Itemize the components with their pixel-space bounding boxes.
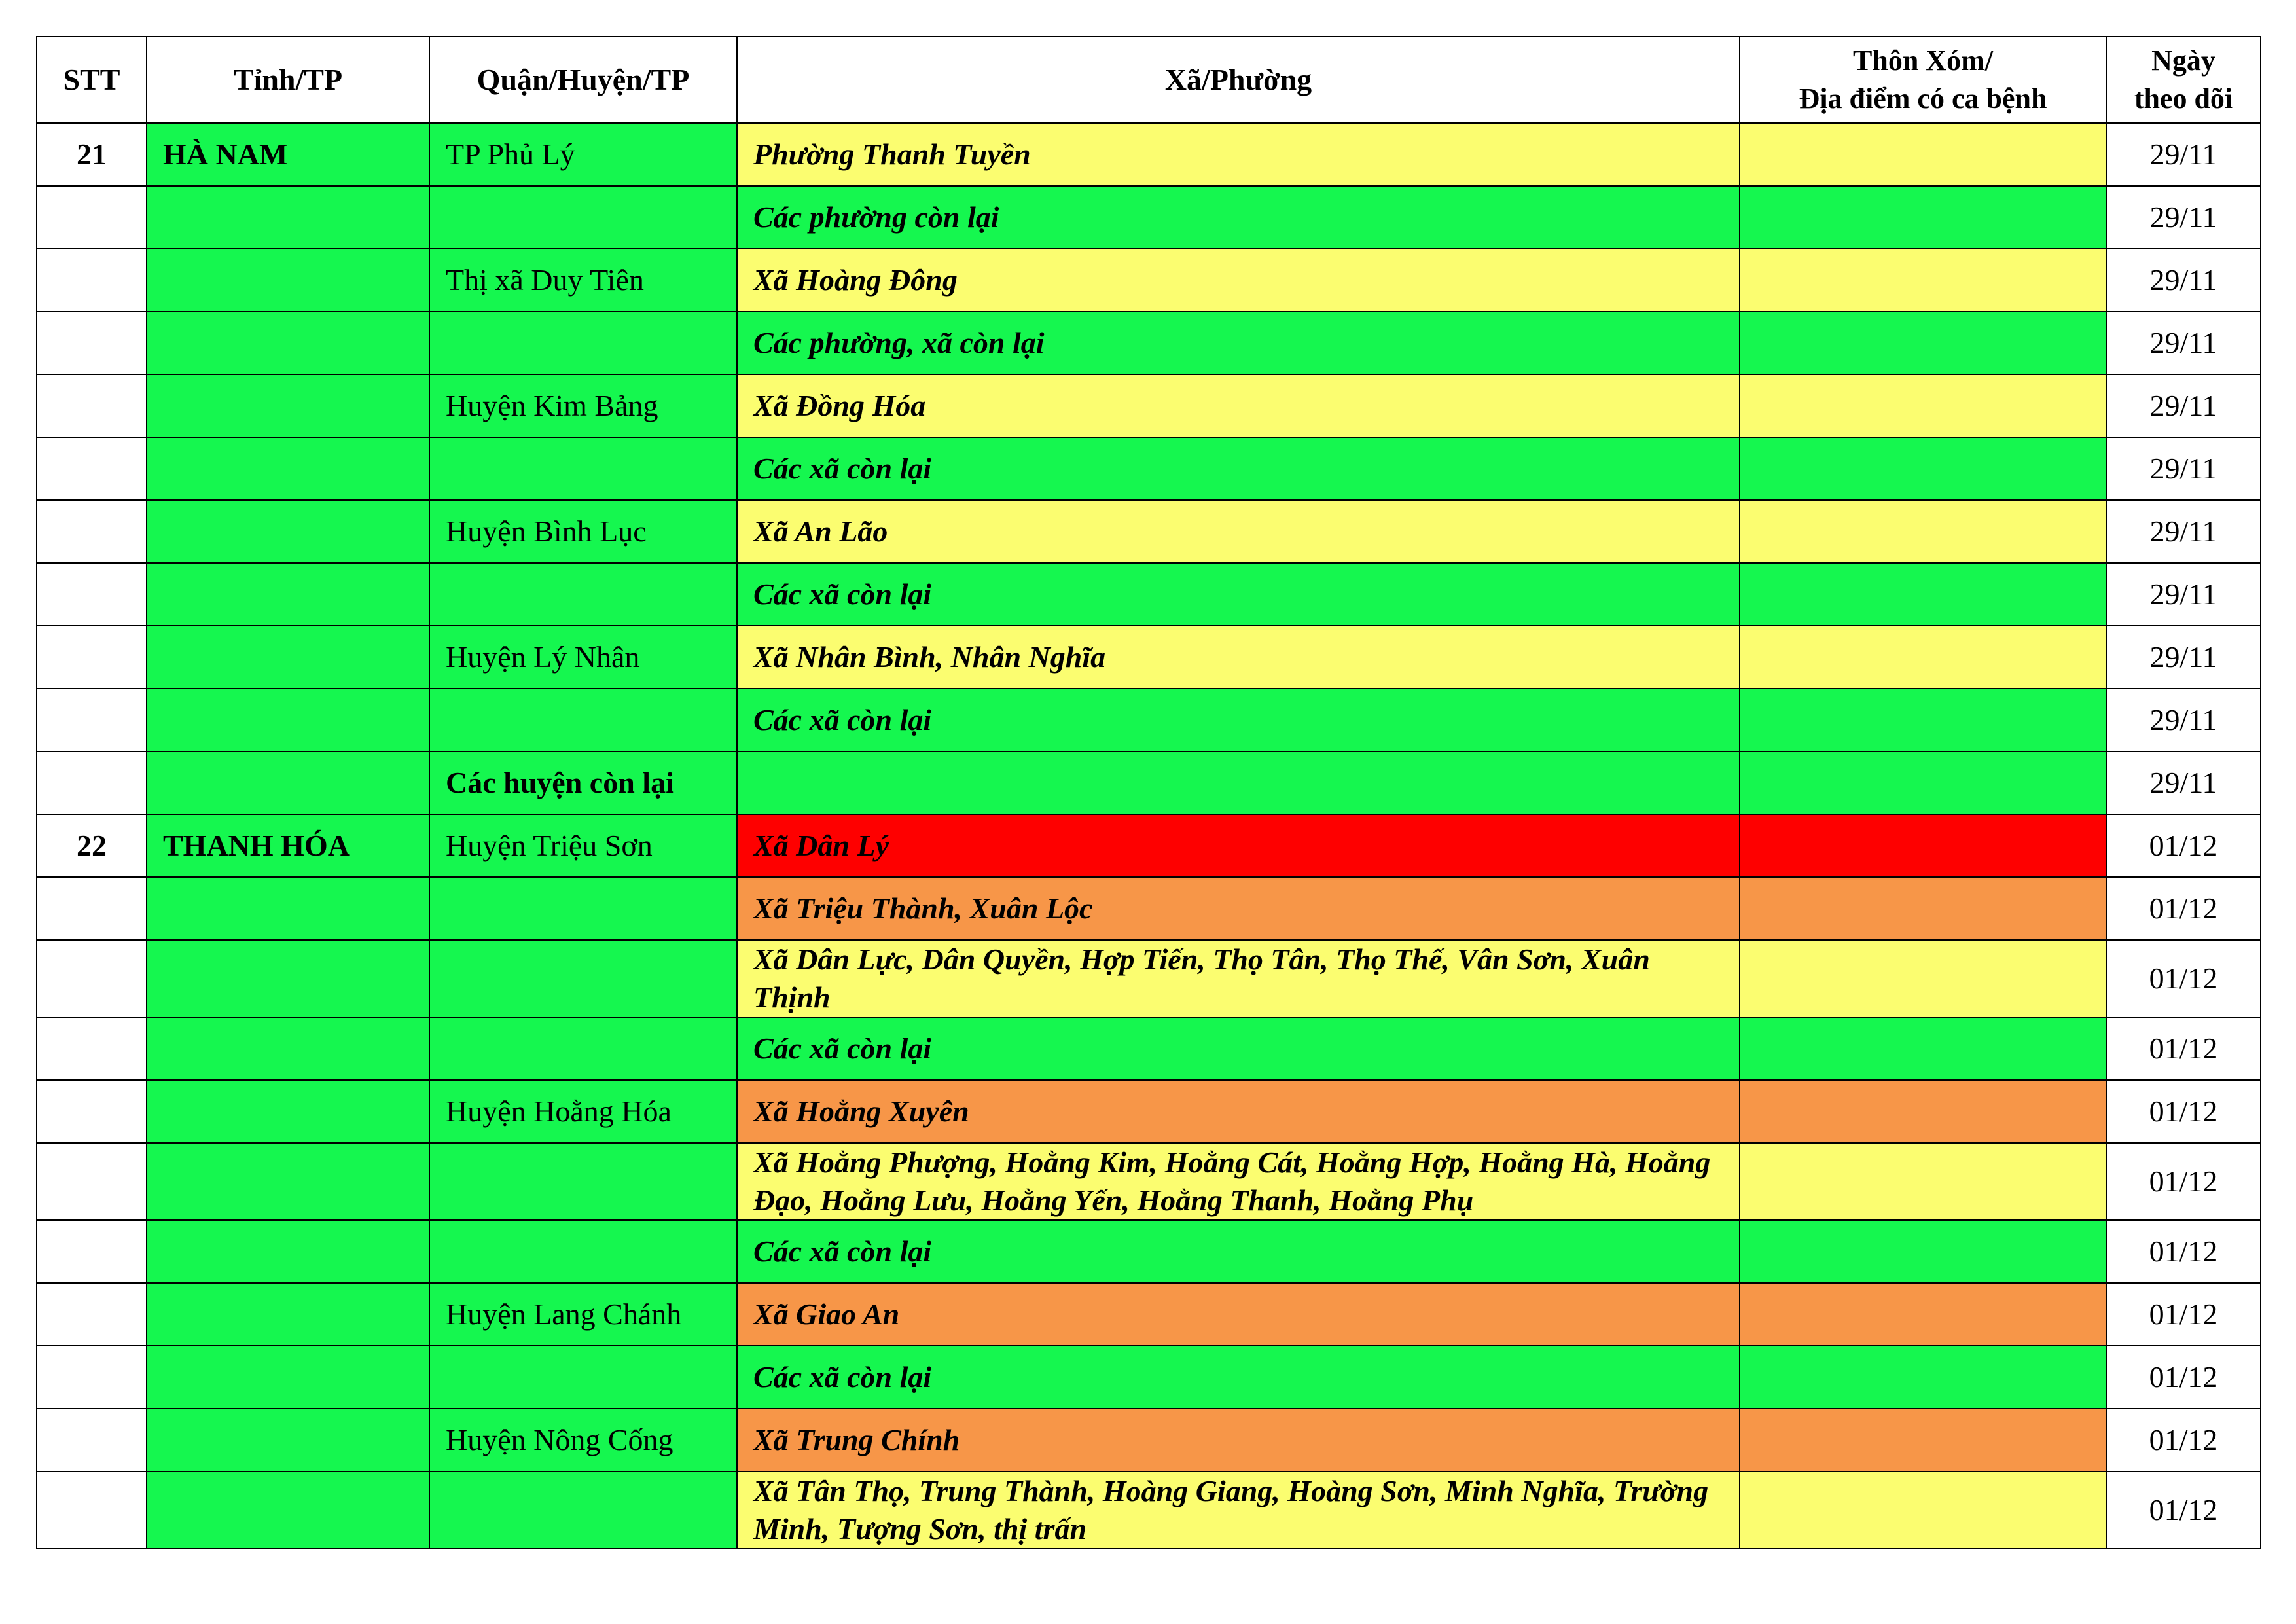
hamlet-cell	[1740, 186, 2106, 249]
table-row	[37, 1283, 2261, 1346]
hamlet-cell	[1740, 1346, 2106, 1409]
stt-cell	[37, 1346, 147, 1409]
table-row	[37, 626, 2261, 689]
province-cell: THANH HÓA	[147, 814, 429, 877]
header-date-line2: theo dõi	[2134, 82, 2233, 115]
date-cell: 29/11	[2106, 186, 2261, 249]
ward-cell: Xã Dân Lực, Dân Quyền, Hợp Tiến, Thọ Tân, Thọ Thế, Vân Sơn, Xuân Thịnh	[737, 940, 1740, 1017]
district-cell	[429, 1471, 737, 1549]
ward-cell: Các xã còn lại	[737, 563, 1740, 626]
table-row	[37, 1471, 2261, 1549]
header-date-line1: Ngày	[2151, 45, 2215, 77]
stt-cell	[37, 1017, 147, 1080]
date-cell: 01/12	[2106, 814, 2261, 877]
stt-cell	[37, 626, 147, 689]
ward-cell: Các xã còn lại	[737, 1346, 1740, 1409]
stt-cell	[37, 1409, 147, 1471]
table-row	[37, 877, 2261, 940]
province-cell	[147, 1143, 429, 1220]
table-row	[37, 1143, 2261, 1220]
hamlet-cell	[1740, 1080, 2106, 1143]
ward-cell: Xã An Lão	[737, 500, 1740, 563]
hamlet-cell	[1740, 1220, 2106, 1283]
province-cell	[147, 186, 429, 249]
stt-cell	[37, 563, 147, 626]
date-cell: 29/11	[2106, 500, 2261, 563]
district-cell: Huyện Hoằng Hóa	[429, 1080, 737, 1143]
table-row	[37, 563, 2261, 626]
table-row	[37, 1346, 2261, 1409]
ward-cell: Xã Nhân Bình, Nhân Nghĩa	[737, 626, 1740, 689]
table-row	[37, 1080, 2261, 1143]
stt-cell	[37, 249, 147, 312]
hamlet-cell	[1740, 940, 2106, 1017]
header-hamlet-line1: Thôn Xóm/	[1853, 45, 1993, 77]
table-row	[37, 689, 2261, 751]
stt-cell	[37, 1471, 147, 1549]
hamlet-cell	[1740, 374, 2106, 437]
date-cell: 29/11	[2106, 249, 2261, 312]
ward-cell: Xã Hoàng Đông	[737, 249, 1740, 312]
hamlet-cell	[1740, 689, 2106, 751]
hamlet-cell	[1740, 626, 2106, 689]
header-stt: STT	[37, 37, 147, 123]
ward-cell: Xã Dân Lý	[737, 814, 1740, 877]
district-cell: Huyện Lang Chánh	[429, 1283, 737, 1346]
hamlet-cell	[1740, 1283, 2106, 1346]
table-row	[37, 312, 2261, 374]
hamlet-cell	[1740, 437, 2106, 500]
table-row	[37, 940, 2261, 1017]
province-cell	[147, 563, 429, 626]
zone-classification-table	[36, 36, 2261, 1549]
province-cell	[147, 626, 429, 689]
ward-cell: Các xã còn lại	[737, 689, 1740, 751]
district-cell	[429, 437, 737, 500]
stt-cell	[37, 689, 147, 751]
stt-cell: 22	[37, 814, 147, 877]
district-cell	[429, 1220, 737, 1283]
district-cell	[429, 877, 737, 940]
date-cell: 01/12	[2106, 1080, 2261, 1143]
date-cell: 01/12	[2106, 1471, 2261, 1549]
table-row	[37, 814, 2261, 877]
table-row	[37, 751, 2261, 814]
stt-cell	[37, 1283, 147, 1346]
hamlet-cell	[1740, 123, 2106, 186]
stt-cell	[37, 1220, 147, 1283]
header-hamlet-line2: Địa điểm có ca bệnh	[1799, 82, 2047, 115]
stt-cell	[37, 1143, 147, 1220]
table-row	[37, 186, 2261, 249]
date-cell: 29/11	[2106, 563, 2261, 626]
province-cell: HÀ NAM	[147, 123, 429, 186]
ward-cell: Các phường còn lại	[737, 186, 1740, 249]
table-row	[37, 1220, 2261, 1283]
province-cell	[147, 689, 429, 751]
district-cell: Huyện Lý Nhân	[429, 626, 737, 689]
stt-cell	[37, 437, 147, 500]
date-cell: 01/12	[2106, 1220, 2261, 1283]
stt-cell: 21	[37, 123, 147, 186]
province-cell	[147, 1283, 429, 1346]
date-cell: 29/11	[2106, 312, 2261, 374]
hamlet-cell	[1740, 877, 2106, 940]
ward-cell: Các xã còn lại	[737, 1017, 1740, 1080]
hamlet-cell	[1740, 814, 2106, 877]
district-cell: Huyện Triệu Sơn	[429, 814, 737, 877]
table-row	[37, 437, 2261, 500]
province-cell	[147, 1471, 429, 1549]
province-cell	[147, 1017, 429, 1080]
hamlet-cell	[1740, 751, 2106, 814]
district-cell: Thị xã Duy Tiên	[429, 249, 737, 312]
date-cell: 29/11	[2106, 374, 2261, 437]
district-cell	[429, 1017, 737, 1080]
hamlet-cell	[1740, 1017, 2106, 1080]
date-cell: 29/11	[2106, 751, 2261, 814]
stt-cell	[37, 877, 147, 940]
date-cell: 29/11	[2106, 689, 2261, 751]
header-date	[2106, 37, 2261, 123]
province-cell	[147, 437, 429, 500]
district-cell	[429, 1143, 737, 1220]
header-ward: Xã/Phường	[737, 37, 1740, 123]
ward-cell: Phường Thanh Tuyền	[737, 123, 1740, 186]
header-row	[37, 37, 2261, 123]
stt-cell	[37, 186, 147, 249]
district-cell: Huyện Kim Bảng	[429, 374, 737, 437]
hamlet-cell	[1740, 1409, 2106, 1471]
header-province: Tỉnh/TP	[147, 37, 429, 123]
table-row	[37, 1017, 2261, 1080]
district-cell	[429, 563, 737, 626]
province-cell	[147, 751, 429, 814]
district-cell: Huyện Bình Lục	[429, 500, 737, 563]
province-cell	[147, 1409, 429, 1471]
stt-cell	[37, 1080, 147, 1143]
district-cell: Các huyện còn lại	[429, 751, 737, 814]
table-row	[37, 1409, 2261, 1471]
date-cell: 01/12	[2106, 1346, 2261, 1409]
ward-cell: Các xã còn lại	[737, 1220, 1740, 1283]
date-cell: 01/12	[2106, 877, 2261, 940]
table-row	[37, 123, 2261, 186]
header-hamlet	[1740, 37, 2106, 123]
hamlet-cell	[1740, 249, 2106, 312]
province-cell	[147, 940, 429, 1017]
hamlet-cell	[1740, 563, 2106, 626]
district-cell	[429, 186, 737, 249]
header-district: Quận/Huyện/TP	[429, 37, 737, 123]
stt-cell	[37, 312, 147, 374]
district-cell	[429, 312, 737, 374]
district-cell	[429, 940, 737, 1017]
ward-cell: Xã Hoằng Phượng, Hoằng Kim, Hoằng Cát, Hoằng Hợp, Hoằng Hà, Hoằng Đạo, Hoằng Lưu, Hoằng Yến, Hoằng Thanh, Hoằng Phụ	[737, 1143, 1740, 1220]
province-cell	[147, 249, 429, 312]
date-cell: 29/11	[2106, 123, 2261, 186]
ward-cell: Các xã còn lại	[737, 437, 1740, 500]
province-cell	[147, 500, 429, 563]
ward-cell: Xã Trung Chính	[737, 1409, 1740, 1471]
table-row	[37, 249, 2261, 312]
district-cell: Huyện Nông Cống	[429, 1409, 737, 1471]
stt-cell	[37, 940, 147, 1017]
stt-cell	[37, 374, 147, 437]
date-cell: 29/11	[2106, 626, 2261, 689]
hamlet-cell	[1740, 500, 2106, 563]
date-cell: 01/12	[2106, 940, 2261, 1017]
table-row	[37, 374, 2261, 437]
hamlet-cell	[1740, 1143, 2106, 1220]
hamlet-cell	[1740, 312, 2106, 374]
table-row	[37, 500, 2261, 563]
hamlet-cell	[1740, 1471, 2106, 1549]
province-cell	[147, 877, 429, 940]
district-cell	[429, 689, 737, 751]
district-cell: TP Phủ Lý	[429, 123, 737, 186]
stt-cell	[37, 500, 147, 563]
ward-cell: Xã Đồng Hóa	[737, 374, 1740, 437]
ward-cell: Các phường, xã còn lại	[737, 312, 1740, 374]
table-body	[37, 123, 2261, 1549]
stt-cell	[37, 751, 147, 814]
date-cell: 01/12	[2106, 1283, 2261, 1346]
date-cell: 01/12	[2106, 1017, 2261, 1080]
ward-cell: Xã Triệu Thành, Xuân Lộc	[737, 877, 1740, 940]
province-cell	[147, 1220, 429, 1283]
date-cell: 29/11	[2106, 437, 2261, 500]
date-cell: 01/12	[2106, 1143, 2261, 1220]
district-cell	[429, 1346, 737, 1409]
date-cell: 01/12	[2106, 1409, 2261, 1471]
province-cell	[147, 312, 429, 374]
province-cell	[147, 1346, 429, 1409]
province-cell	[147, 374, 429, 437]
ward-cell: Xã Hoằng Xuyên	[737, 1080, 1740, 1143]
ward-cell	[737, 751, 1740, 814]
ward-cell: Xã Giao An	[737, 1283, 1740, 1346]
province-cell	[147, 1080, 429, 1143]
ward-cell: Xã Tân Thọ, Trung Thành, Hoàng Giang, Hoàng Sơn, Minh Nghĩa, Trường Minh, Tượng Sơn, thị trấn	[737, 1471, 1740, 1549]
